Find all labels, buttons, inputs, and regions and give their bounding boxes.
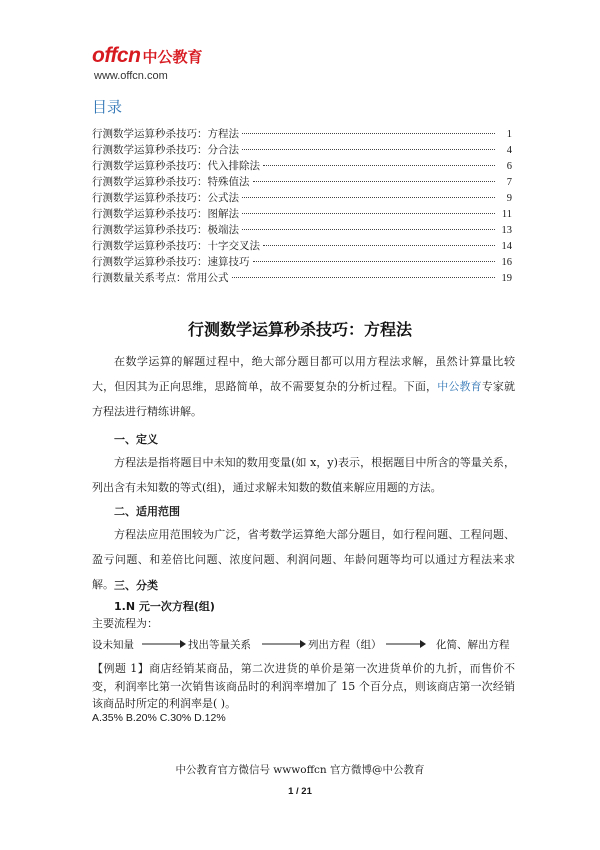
article-title: 行测数学运算秒杀技巧：方程法 [187, 320, 412, 339]
toc-entry-page: 11 [501, 209, 512, 220]
toc-leader [232, 277, 496, 278]
toc-entry-page: 1 [506, 129, 512, 140]
logo-wordmark: offcn [92, 44, 141, 67]
arrow-right-icon [142, 639, 186, 649]
toc-entry-text: 行测数学运算秒杀技巧：分合法 [92, 144, 239, 156]
toc-entry-text: 行测数学运算秒杀技巧：代入排除法 [92, 160, 260, 172]
arrow-right-icon [386, 639, 426, 649]
example-question [92, 660, 515, 713]
toc-entry-text: 行测数学运算秒杀技巧：十字交叉法 [92, 240, 260, 252]
flow-step: 找出等量关系 [188, 639, 251, 651]
toc-leader [242, 213, 495, 214]
example-text: 商店经销某商品，第二次进货的单价是第一次进货单价的九折，而售价不变，利润率比第一次销售该商品时的利润率增加了 15 个百分点，则该商店第一次经销该商品时所定的利润率是( )。 [92, 662, 515, 710]
toc-entry-page: 16 [501, 257, 512, 268]
toc-entry[interactable] [92, 222, 512, 238]
page-indicator: 1 / 21 [288, 786, 312, 797]
arrow-right-icon [262, 639, 306, 649]
toc-leader [242, 149, 495, 150]
table-of-contents [92, 126, 512, 286]
flow-step: 设未知量 [92, 639, 134, 651]
scope-paragraph: 方程法应用范围较为广泛，省考数学运算绝大部分题目，如行程问题、工程问题、盈亏问题、和差倍比问题、浓度问题、利润问题、年龄问题等均可以通过方程法来求解。 [92, 528, 515, 591]
toc-entry[interactable] [92, 254, 512, 270]
toc-entry-text: 行测数学运算秒杀技巧：速算技巧 [92, 256, 250, 268]
toc-entry[interactable] [92, 174, 512, 190]
process-flow [92, 633, 432, 657]
toc-leader [242, 133, 495, 134]
definition-paragraph: 方程法是指将题目中未知的数用变量(如 x，y)表示，根据题目中所含的等量关系，列出含有未知数的等式(组)，通过求解未知数的数值来解应用题的方法。 [92, 456, 515, 494]
section-heading-scope: 二、适用范围 [114, 505, 180, 518]
toc-entry[interactable] [92, 158, 512, 174]
toc-entry-page: 4 [506, 145, 512, 156]
toc-entry-page: 19 [501, 273, 512, 284]
toc-entry[interactable] [92, 142, 512, 158]
toc-entry[interactable] [92, 126, 512, 142]
toc-entry-text: 行测数学运算秒杀技巧：特殊值法 [92, 176, 250, 188]
toc-entry-text: 行测数学运算秒杀技巧：方程法 [92, 128, 239, 140]
toc-entry[interactable] [92, 190, 512, 206]
flow-step: 化简、解出方程 [436, 639, 510, 651]
toc-leader [242, 229, 495, 230]
toc-entry-page: 9 [506, 193, 512, 204]
flow-label: 主要流程为： [92, 617, 158, 630]
flow-step: 列出方程（组） [308, 639, 382, 651]
toc-entry-page: 7 [506, 177, 512, 188]
toc-entry[interactable] [92, 206, 512, 222]
intro-text-before: 在数学运算的解题过程中，绝大部分题目都可以用方程法求解，虽然计算量比较大，但因其为正向思维，思路简单，故不需要复杂的分析过程。下面， [92, 355, 515, 393]
example-tag: 【例题 1】 [92, 662, 150, 675]
toc-leader [263, 245, 495, 246]
toc-entry[interactable] [92, 270, 512, 286]
toc-entry-text: 行测数学运算秒杀技巧：图解法 [92, 208, 239, 220]
toc-leader [263, 165, 495, 166]
toc-entry-text: 行测数学运算秒杀技巧：极端法 [92, 224, 239, 236]
footer-text: 中公教育官方微信号 wwwoffcn 官方微博@中公教育 [175, 764, 425, 776]
toc-leader [253, 261, 496, 262]
subsection-heading: 1.N 元一次方程(组) [114, 600, 215, 613]
toc-entry-text: 行测数量关系考点：常用公式 [92, 272, 229, 284]
section-heading-types: 三、分类 [114, 579, 158, 592]
toc-leader [253, 181, 496, 182]
toc-entry-text: 行测数学运算秒杀技巧：公式法 [92, 192, 239, 204]
toc-leader [242, 197, 495, 198]
toc-entry-page: 6 [506, 161, 512, 172]
toc-entry-page: 13 [501, 225, 512, 236]
answer-options: A.35% B.20% C.30% D.12% [92, 712, 226, 724]
logo-cn-name: 中公教育 [142, 48, 203, 66]
toc-entry[interactable] [92, 238, 512, 254]
toc-entry-page: 14 [501, 241, 512, 252]
offcn-link[interactable]: 中公教育 [437, 380, 482, 393]
intro-paragraph [92, 349, 515, 424]
section-heading-definition: 一、定义 [114, 433, 158, 446]
logo-url: www.offcn.com [94, 70, 168, 82]
intro-text-after: 专家就方程法进行精练讲解。 [92, 380, 516, 418]
toc-title: 目录 [92, 98, 123, 116]
brand-logo [92, 44, 252, 94]
